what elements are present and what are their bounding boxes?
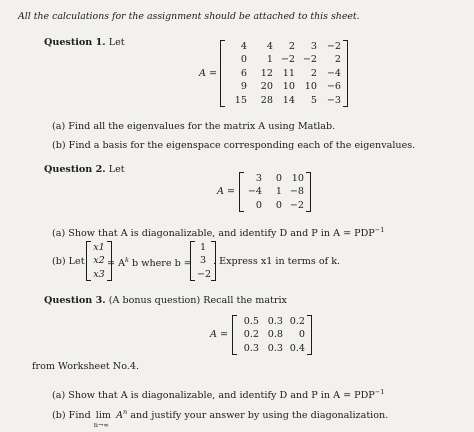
q3-part-b-text: and justify your answer by using the diagonalization. (130, 410, 389, 422)
q3-limit-subscript: n→∞ (93, 421, 109, 430)
right-bracket (307, 315, 312, 355)
q1-matrix-cell: −3 (326, 94, 341, 106)
q2-x-vector-cell: x2 (93, 255, 105, 267)
q1-matrix-cell: 12 (260, 67, 273, 79)
q1-part-a: (a) Find all the eigenvalues for the matrix A using Matlab. (52, 121, 336, 132)
q3-matrix-cell: 0.8 (267, 329, 283, 341)
q3-matrix-lhs: A = (210, 329, 229, 340)
q2-matrix-cell: −2 (289, 199, 304, 211)
q3-part-b (52, 408, 389, 430)
q2-part-b-mid (107, 256, 192, 269)
q1-matrix-cell: 11 (282, 67, 295, 79)
q2-x-vector-cell: x3 (93, 268, 105, 280)
q3-limit-text: lim (95, 410, 112, 422)
q1-title: Question 1. (44, 37, 106, 48)
q2-x-vector-cell: x1 (93, 242, 105, 253)
q3-limit-exponent: n (123, 408, 128, 416)
q1-matrix-cell: 2 (310, 67, 317, 79)
q1-matrix-cell: −2 (326, 41, 341, 52)
q2-exponent: k (125, 256, 129, 264)
q2-matrix-cell: −8 (289, 186, 304, 198)
q2-part-a-superscript: −1 (374, 226, 385, 234)
q1-matrix-cell: 2 (288, 41, 295, 52)
q1-matrix-cell: 28 (260, 94, 273, 106)
q3-matrix-cell: 0.5 (243, 316, 259, 327)
q3-matrix-cell: 0.3 (267, 316, 283, 327)
right-bracket (343, 40, 348, 107)
q2-part-b-label: (b) Let (52, 256, 85, 267)
q3-matrix-cell: 0.3 (243, 342, 259, 354)
q2-matrix-cell: 0 (275, 199, 282, 211)
q1-matrix-lhs: A = (199, 68, 218, 79)
q2-matrix-cell: −4 (247, 186, 262, 198)
q2-eq-text: = A (107, 258, 126, 270)
assignment-instruction: All the calculations for the assignment should be attached to this sheet. (18, 11, 360, 22)
q3-from-worksheet: from Worksheet No.4. (32, 361, 140, 372)
q1-matrix-cell: 4 (266, 41, 273, 52)
q1-matrix-cell: 10 (282, 81, 295, 93)
q2-b-definition: b where b = (132, 258, 192, 270)
q1-matrix-cell: 1 (266, 54, 273, 66)
q1-matrix-cell: 2 (334, 54, 341, 66)
right-bracket (306, 172, 311, 212)
q2-part-b-end: . Express x1 in terms of k. (213, 256, 341, 267)
q1-matrix-cell: 0 (240, 54, 247, 66)
q3-matrix-cell: 0.4 (289, 342, 305, 354)
q2-part-a-text: (a) Show that A is diagonalizable, and identify D and P in A = PDP (52, 228, 375, 240)
q2-matrix-cell: 0 (255, 199, 262, 211)
q2-matrix-cell: 1 (275, 186, 282, 198)
q1-matrix-cell: 6 (240, 67, 247, 79)
q3-part-b-find: (b) Find (52, 410, 91, 422)
q1-matrix-cell: −2 (280, 54, 295, 66)
q2-matrix (239, 172, 311, 212)
q1-part-b: (b) Find a basis for the eigenspace corresponding each of the eigenvalues. (52, 140, 416, 151)
q1-matrix-cell: 3 (310, 41, 317, 52)
q2-intro: Let (108, 164, 125, 175)
q1-heading (44, 37, 125, 48)
q2-b-vector-cell: 1 (199, 242, 207, 253)
q1-matrix-cell: 20 (260, 81, 273, 93)
q1-matrix-cell: 4 (240, 41, 247, 52)
q3-limit-argument: A (116, 410, 124, 422)
q1-matrix-cell: 14 (282, 94, 295, 106)
q1-matrix-cell: 5 (310, 94, 317, 106)
q2-b-vector-cell: 3 (199, 255, 207, 267)
q3-matrix-cell: 0 (298, 329, 305, 341)
q3-intro: (A bonus question) Recall the matrix (108, 295, 287, 306)
q1-matrix-cell: −6 (326, 81, 341, 93)
q2-b-vector-cell: −2 (197, 268, 212, 280)
q2-matrix-cell: 10 (291, 173, 304, 184)
q2-part-a (52, 226, 384, 239)
q1-matrix-cell: 10 (304, 81, 317, 93)
q3-matrix-cell: 0.2 (243, 329, 259, 341)
q1-matrix (220, 40, 348, 107)
q2-matrix-cell: 3 (255, 173, 262, 184)
q2-heading (44, 164, 125, 175)
q3-matrix (232, 315, 312, 355)
q3-matrix-cell: 0.3 (267, 342, 283, 354)
q3-matrix-cell: 0.2 (289, 316, 305, 327)
q1-intro: Let (108, 37, 125, 48)
q2-title: Question 2. (44, 164, 106, 175)
q3-title: Question 3. (44, 295, 106, 306)
q3-part-a-text: (a) Show that A is diagonalizable, and identify D and P in A = PDP (52, 390, 375, 402)
q3-heading (44, 295, 287, 306)
q2-matrix-cell: 0 (275, 173, 282, 184)
q3-part-a (52, 388, 384, 401)
q3-limit (93, 410, 112, 430)
q1-matrix-cell: −4 (326, 67, 341, 79)
q1-matrix-cell: 15 (234, 94, 247, 106)
q1-matrix-cell: 9 (240, 81, 247, 93)
q2-matrix-lhs: A = (217, 186, 236, 197)
q1-matrix-cell: −2 (302, 54, 317, 66)
q3-part-a-superscript: −1 (374, 388, 385, 396)
